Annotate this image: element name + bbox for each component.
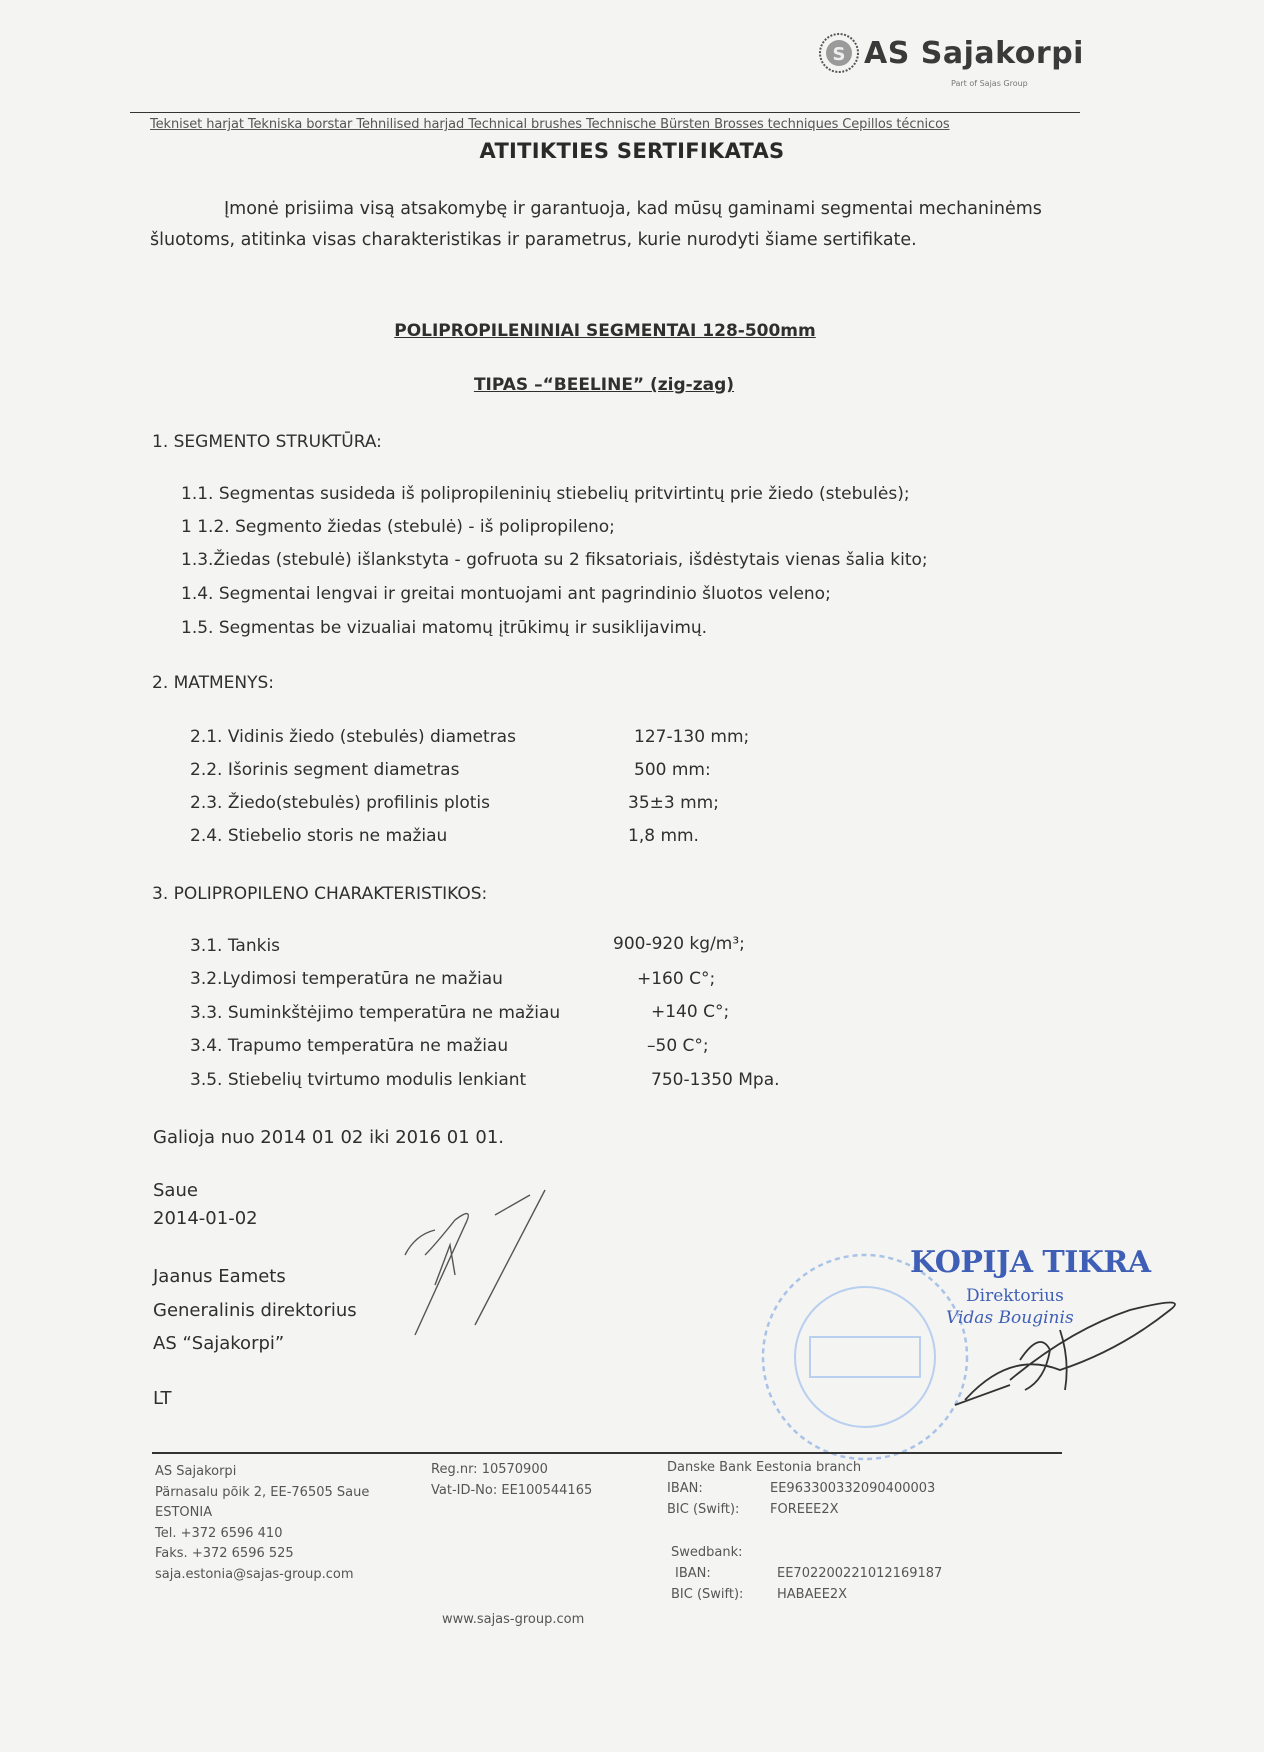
footer-phone: Tel. +372 6596 410 — [155, 1525, 283, 1541]
section-1-heading: 1. SEGMENTO STRUKTŪRA: — [152, 432, 382, 452]
section-1-item: 1.4. Segmentai lengvai ir greitai montuojami ant pagrindinio šluotos veleno; — [181, 584, 831, 604]
property-value: 900-920 kg/m³; — [613, 934, 745, 954]
property-value: –50 C°; — [647, 1036, 709, 1056]
section-1-item: 1.5. Segmentas be vizualiai matomų įtrūkimų ir susiklijavimų. — [181, 618, 708, 638]
property-value: 750-1350 Mpa. — [651, 1070, 780, 1090]
footer-registration — [431, 1460, 592, 1501]
dimension-label: 2.2. Išorinis segment diametras — [190, 760, 460, 780]
property-value: +140 C°; — [651, 1002, 730, 1022]
footer-bank1-iban: EE963300332090400003 — [770, 1481, 936, 1496]
footer-fax: Faks. +372 6596 525 — [155, 1546, 294, 1561]
footer-bank2-iban: EE702200221012169187 — [777, 1566, 943, 1581]
footer-website: www.sajas-group.com — [442, 1612, 585, 1627]
section-1-item: 1.3.Žiedas (stebulė) išlankstyta - gofruota su 2 fiksatoriais, išdėstytais vienas šalia kito; — [181, 550, 928, 570]
svg-text:S: S — [832, 44, 846, 65]
footer-bank1-iban-label: IBAN: — [667, 1481, 703, 1496]
footer-rule — [152, 1452, 1062, 1454]
type-title: TIPAS –“BEELINE” (zig-zag) — [473, 375, 735, 395]
company-name: AS Sajakorpi — [864, 36, 1084, 71]
certificate-title: ATITIKTIES SERTIFIKATAS — [479, 139, 785, 163]
footer-bank2-name: Swedbank: — [671, 1545, 743, 1560]
signatory-position: Generalinis direktorius — [153, 1300, 357, 1321]
property-label: 3.2.Lydimosi temperatūra ne mažiau — [190, 969, 503, 989]
footer-bank1-name: Danske Bank Eestonia branch — [667, 1460, 862, 1475]
footer-bank2-bic: HABAEE2X — [777, 1587, 848, 1602]
product-title: POLIPROPILENINIAI SEGMENTAI 128-500mm — [394, 321, 816, 341]
dimension-value: 127-130 mm; — [634, 727, 750, 747]
footer-company: AS Sajakorpi — [155, 1464, 237, 1479]
signoff-date: 2014-01-02 — [153, 1208, 258, 1229]
footer-bank1-bic-label: BIC (Swift): — [667, 1502, 740, 1517]
section-1-item: 1 1.2. Segmento žiedas (stebulė) - iš polipropileno; — [181, 517, 615, 537]
dimension-value: 500 mm: — [634, 760, 711, 780]
footer-email: saja.estonia@sajas-group.com — [155, 1566, 354, 1582]
company-stamp-icon — [755, 1247, 975, 1467]
signatory-company: AS “Sajakorpi” — [153, 1333, 285, 1354]
property-value: +160 C°; — [637, 969, 716, 989]
section-3-heading: 3. POLIPROPILENO CHARAKTERISTIKOS: — [152, 884, 488, 904]
signatory-name: Jaanus Eamets — [153, 1266, 286, 1287]
language-code: LT — [153, 1388, 172, 1409]
certifier-role: Direktorius — [966, 1286, 1064, 1306]
footer-bank2-bic-label: BIC (Swift): — [671, 1587, 744, 1602]
dimension-label: 2.4. Stiebelio storis ne mažiau — [190, 826, 448, 846]
validity-period: Galioja nuo 2014 01 02 iki 2016 01 01. — [153, 1127, 505, 1148]
footer-reg-number: Reg.nr: 10570900 — [431, 1462, 548, 1477]
footer-bank2-iban-label: IBAN: — [675, 1566, 711, 1581]
company-group: Part of Sajas Group — [951, 79, 1028, 88]
company-tagline: Tekniset harjat Tekniska borstar Tehnilised harjad Technical brushes Technische Bürsten Brosses techniques Cepillos técnicos — [150, 117, 950, 132]
footer-street: Pärnasalu põik 2, EE-76505 Saue — [155, 1484, 370, 1500]
footer-country: ESTONIA — [155, 1505, 213, 1520]
section-1-item: 1.1. Segmentas susideda iš polipropileninių stiebelių pritvirtintų prie žiedo (stebulės); — [181, 484, 910, 504]
footer-address — [155, 1462, 369, 1585]
certifier-signature-icon — [950, 1290, 1200, 1410]
dimension-label: 2.1. Vidinis žiedo (stebulės) diametras — [190, 727, 516, 747]
property-label: 3.5. Stiebelių tvirtumo modulis lenkiant — [190, 1070, 527, 1090]
dimension-value: 35±3 mm; — [628, 793, 719, 813]
property-label: 3.1. Tankis — [190, 936, 281, 956]
certified-copy-title: KOPIJA TIKRA — [910, 1245, 1151, 1280]
header-rule — [130, 112, 1080, 113]
director-signature-icon — [395, 1185, 565, 1345]
company-logo-icon — [818, 32, 860, 74]
section-2-heading: 2. MATMENYS: — [152, 673, 275, 693]
signoff-place: Saue — [153, 1180, 198, 1201]
footer-vat-id: Vat-ID-No: EE100544165 — [431, 1482, 593, 1498]
property-label: 3.3. Suminkštėjimo temperatūra ne mažiau — [190, 1003, 561, 1023]
certifier-name: Vidas Bouginis — [946, 1308, 1074, 1328]
dimension-value: 1,8 mm. — [628, 826, 699, 846]
intro-paragraph: Įmonė prisiima visą atsakomybę ir garantuoja, kad mūsų gaminami segmentai mechaninėms šluotoms, atitinka visas charakteristikas ir parametrus, kurie nurodyti šiame sertifikate. — [150, 199, 1042, 250]
dimension-label: 2.3. Žiedo(stebulės) profilinis plotis — [190, 793, 490, 813]
property-label: 3.4. Trapumo temperatūra ne mažiau — [190, 1036, 509, 1056]
footer-bank1-bic: FOREEE2X — [770, 1502, 839, 1517]
